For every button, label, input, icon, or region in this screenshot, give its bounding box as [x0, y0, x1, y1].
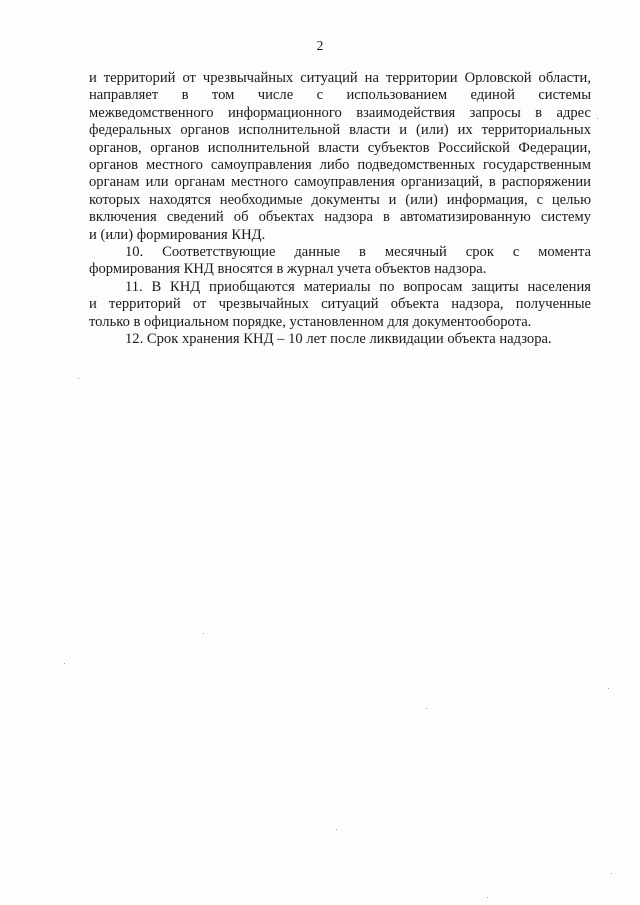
scan-speck — [487, 897, 488, 898]
text-line: органов местного самоуправления либо подведомственных государственным — [89, 157, 591, 174]
scan-speck — [426, 708, 427, 709]
page-number: 2 — [316, 38, 324, 53]
scan-speck — [608, 688, 609, 689]
scan-speck — [78, 378, 79, 379]
text-line: 12. Срок хранения КНД – 10 лет после ликвидации объекта надзора. — [125, 331, 552, 348]
text-line: межведомственного информационного взаимодействия запросы в адрес — [89, 104, 591, 121]
paragraph-1 — [89, 70, 591, 244]
text-line: и территорий от чрезвычайных ситуаций объекта надзора, полученные — [89, 296, 591, 313]
document-body — [89, 70, 591, 349]
text-line: и (или) формирования КНД. — [89, 226, 266, 243]
text-line: федеральных органов исполнительной власти и (или) их территориальных — [89, 122, 591, 139]
text-line: направляет в том числе с использованием единой системы — [89, 87, 591, 104]
text-line: 10. Соответствующие данные в месячный срок с момента — [125, 244, 591, 261]
scan-speck — [336, 829, 337, 830]
scan-speck — [611, 873, 612, 874]
paragraph-11 — [89, 279, 591, 331]
scan-speck — [64, 663, 65, 664]
text-line: включения сведений об объектах надзора в автоматизированную систему — [89, 209, 591, 226]
text-line: которых находятся необходимые документы и (или) информация, с целью — [89, 191, 591, 208]
scan-speck — [597, 118, 598, 119]
paragraph-10 — [89, 244, 591, 279]
scan-speck — [203, 633, 204, 634]
text-line: органам или органам местного самоуправления организаций, в распоряжении — [89, 174, 591, 191]
paragraph-12 — [89, 331, 591, 348]
text-line: только в официальном порядке, установленном для документооборота. — [89, 313, 532, 330]
text-line: формирования КНД вносятся в журнал учета объектов надзора. — [89, 261, 487, 278]
text-line: органов, органов исполнительной власти субъектов Российской Федерации, — [89, 139, 591, 156]
text-line: и территорий от чрезвычайных ситуаций на территории Орловской области, — [89, 70, 591, 86]
text-line: 11. В КНД приобщаются материалы по вопросам защиты населения — [125, 278, 591, 295]
